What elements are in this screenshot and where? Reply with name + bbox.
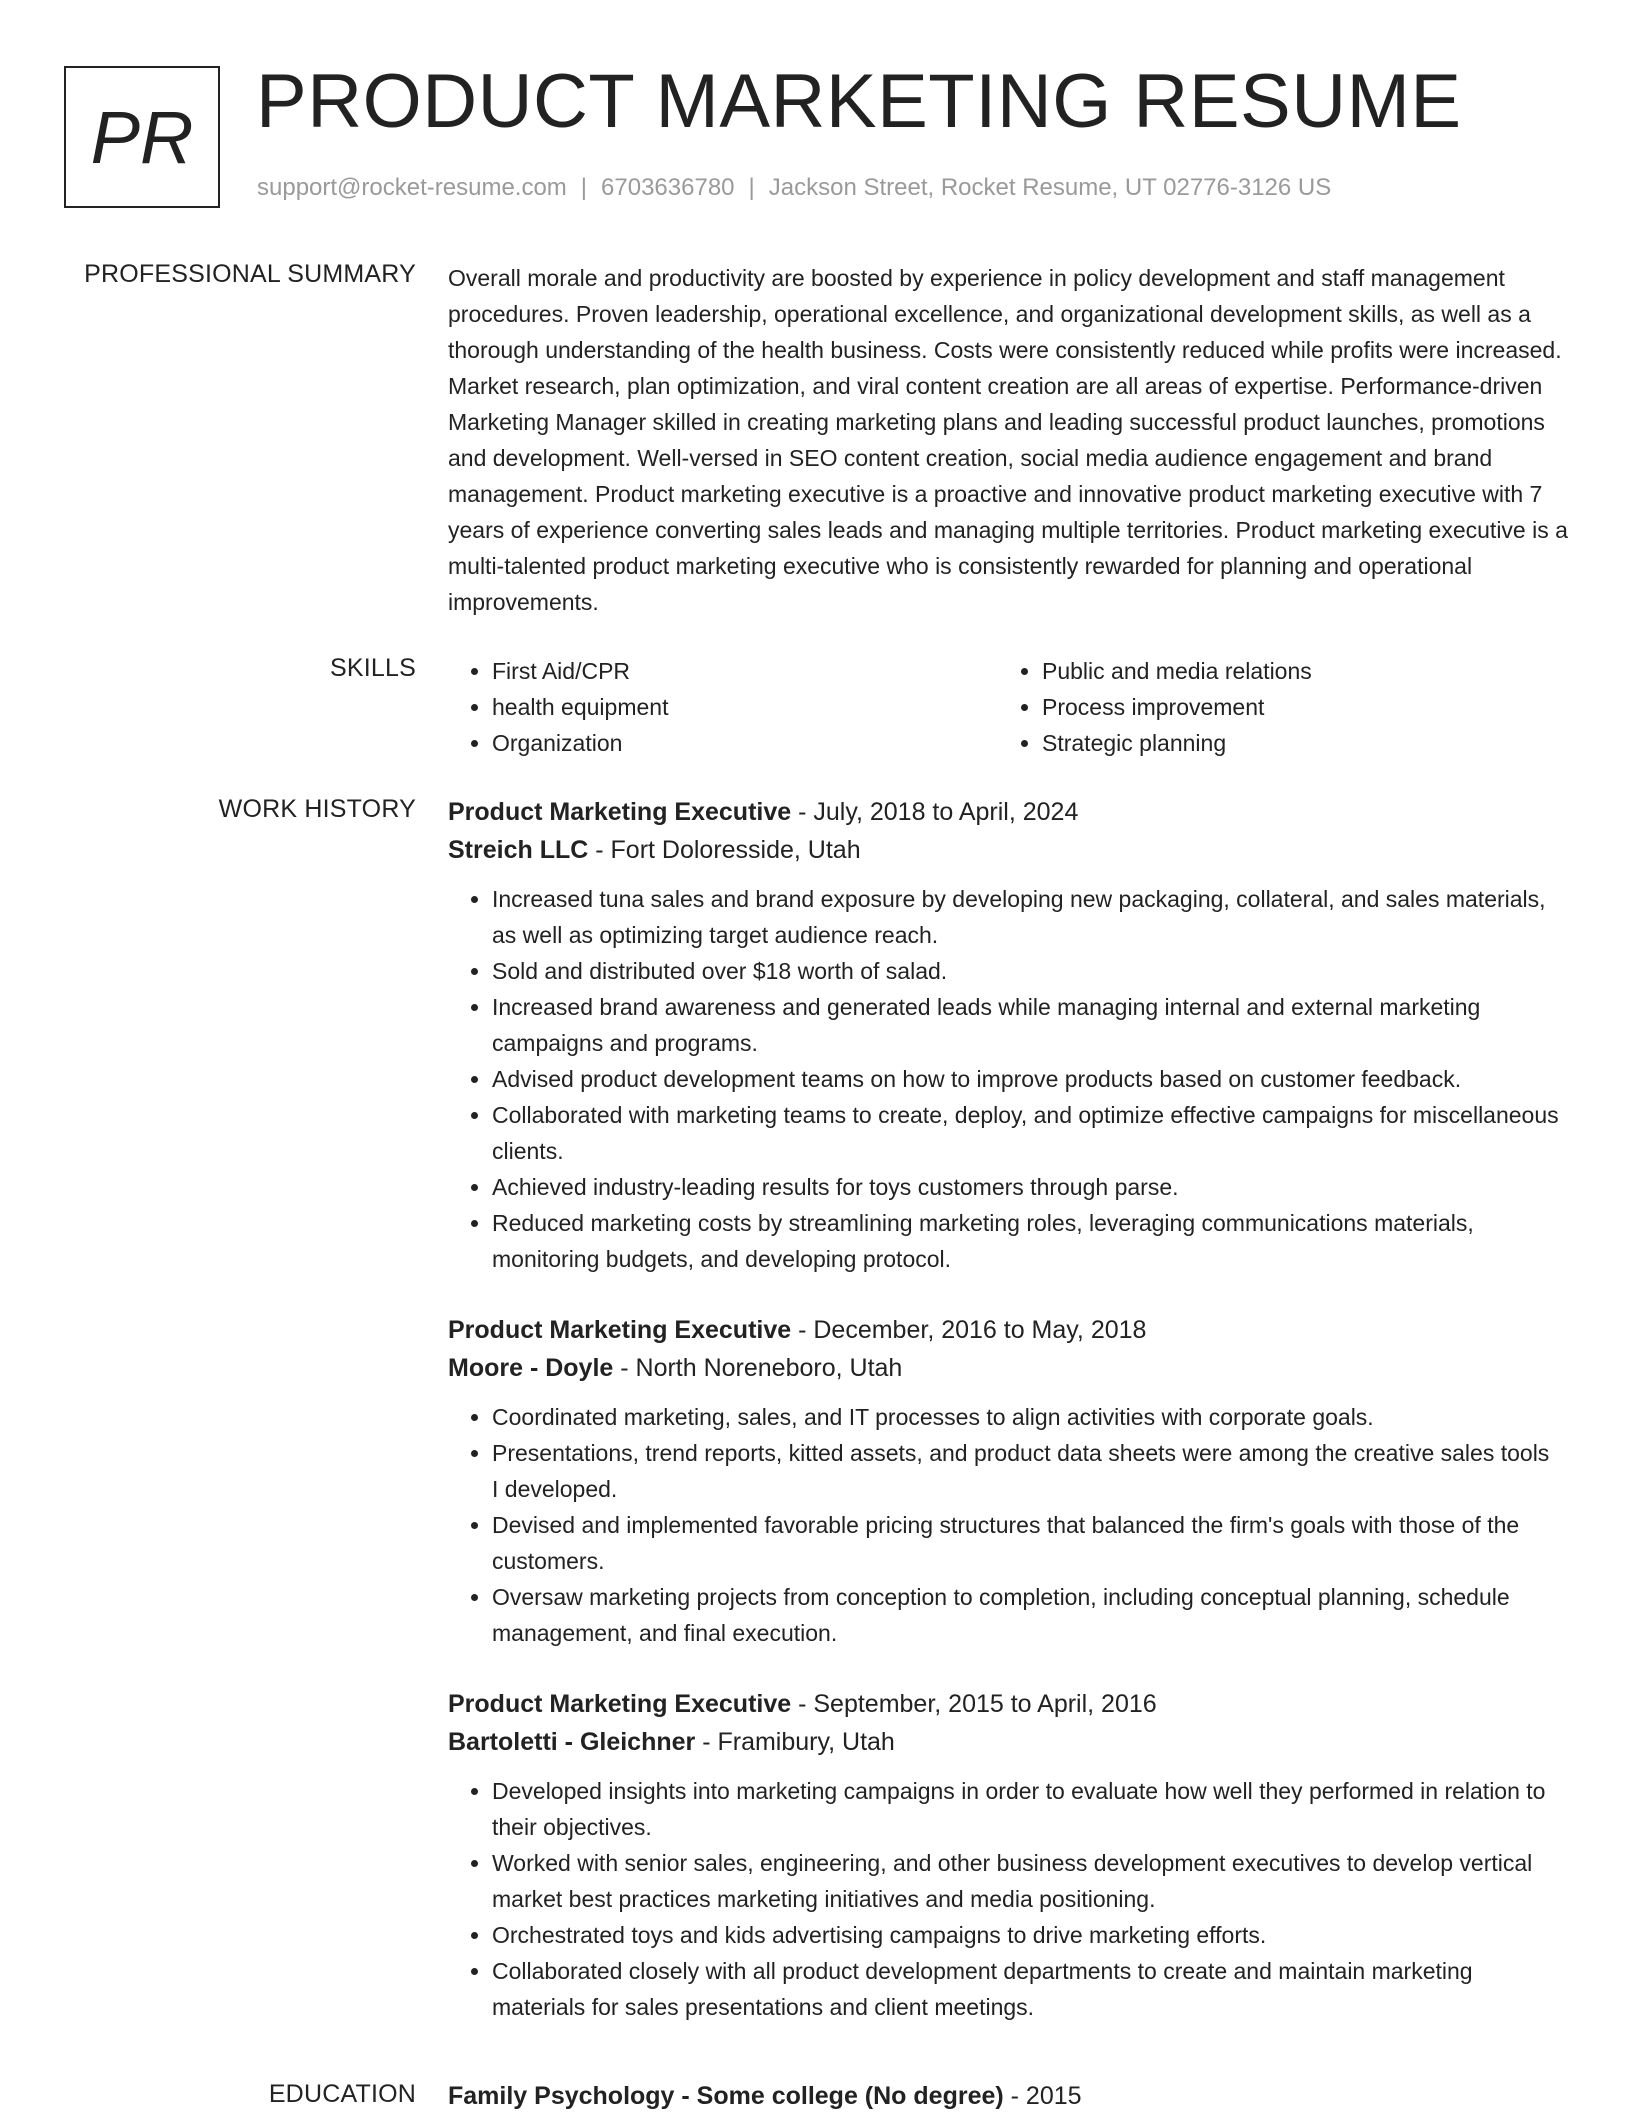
job-bullet: • Sold and distributed over $18 worth of salad. [492,953,1568,989]
skills-list-right [998,653,1548,761]
job-title: Product Marketing Executive [448,1690,792,1718]
job-entry [448,1311,1568,1651]
job-bullet: • Collaborated with marketing teams to create, deploy, and optimize effective campaigns for miscellaneous clients. [492,1097,1568,1169]
job-bullet: • Worked with senior sales, engineering, and other business development executives to develop vertical market best practices marketing initiatives and media positioning. [492,1845,1568,1917]
summary-section [448,260,1568,620]
job-bullet: • Collaborated closely with all product development departments to create and maintain marketing materials for sales presentations and client meetings. [492,1953,1568,2025]
summary-heading: PROFESSIONAL SUMMARY [84,260,416,288]
job-bullet: • Presentations, trend reports, kitted assets, and product data sheets were among the creative sales tools I developed. [492,1435,1568,1507]
skills-list-left [448,653,998,761]
skill-item: • First Aid/CPR [492,653,998,689]
education-section [448,2077,1568,2115]
summary-text: Overall morale and productivity are boosted by experience in policy development and staff management procedures. Proven leadership, operational excellence, and organizational development skills, as well as a thorough understanding of the health business. Costs were consistently reduced while profits were increased. Market research, plan optimization, and viral content creation are all areas of expertise. Performance-driven Marketing Manager skilled in creating marketing plans and leading successful product launches, promotions and development. Well-versed in SEO content creation, social media audience engagement and brand management. Product marketing executive is a proactive and innovative product marketing executive with 7 years of experience converting sales leads and managing multiple territories. Product marketing executive is a multi-talented product marketing executive who is consistently rewarded for planning and operational improvements. [448,265,1568,615]
work-history-heading: WORK HISTORY [218,795,416,823]
skill-item: • Public and media relations [1042,653,1548,689]
job-bullet: • Coordinated marketing, sales, and IT processes to align activities with corporate goals. [492,1399,1568,1435]
job-bullet: • Devised and implemented favorable pricing structures that balanced the firm's goals with those of the customers. [492,1507,1568,1579]
job-title-line [448,1311,1568,1349]
job-location: - Framibury, Utah [695,1728,895,1756]
job-company: Bartoletti - Gleichner [448,1728,696,1756]
job-title: Product Marketing Executive [448,798,792,826]
job-dates: - September, 2015 to April, 2016 [791,1690,1157,1718]
job-dates: - July, 2018 to April, 2024 [791,798,1079,826]
education-degree: Family Psychology - Some college (No degree) [448,2082,1004,2110]
contact-separator: | [748,174,755,201]
skill-item: • Organization [492,725,998,761]
job-title-line [448,1685,1568,1723]
job-bullets [448,1399,1568,1651]
skill-item: • Process improvement [1042,689,1548,725]
job-dates: - December, 2016 to May, 2018 [791,1316,1147,1344]
job-location: - North Noreneboro, Utah [613,1354,903,1382]
job-entry [448,793,1568,1277]
skills-heading: SKILLS [330,654,416,682]
job-company-line [448,831,1568,869]
education-heading: EDUCATION [268,2080,416,2108]
resume-title: PRODUCT MARKETING RESUME [256,59,1462,144]
job-bullets [448,1773,1568,2025]
contact-address: Jackson Street, Rocket Resume, UT 02776-3126 US [768,174,1332,201]
skills-section [448,653,1568,761]
job-title: Product Marketing Executive [448,1316,792,1344]
skill-item: • Strategic planning [1042,725,1548,761]
contact-line [257,174,1331,202]
job-bullet: • Advised product development teams on how to improve products based on customer feedback. [492,1061,1568,1097]
skill-item: • health equipment [492,689,998,725]
work-history-section [448,793,1568,2059]
contact-email: support@rocket-resume.com [257,174,567,201]
job-bullets [448,881,1568,1277]
job-bullet: • Orchestrated toys and kids advertising campaigns to drive marketing efforts. [492,1917,1568,1953]
job-company-line [448,1723,1568,1761]
job-bullet: • Increased tuna sales and brand exposure by developing new packaging, collateral, and sales materials, as well as optimizing target audience reach. [492,881,1568,953]
job-bullet: • Developed insights into marketing campaigns in order to evaluate how well they performed in relation to their objectives. [492,1773,1568,1845]
monogram-logo: PR [64,66,220,208]
education-year: - 2015 [1003,2082,1082,2110]
education-line [448,2077,1568,2115]
job-bullet: • Achieved industry-leading results for toys customers through parse. [492,1169,1568,1205]
job-location: - Fort Doloresside, Utah [588,836,861,864]
job-company: Moore - Doyle [448,1354,614,1382]
job-company-line [448,1349,1568,1387]
job-bullet: • Reduced marketing costs by streamlining marketing roles, leveraging communications materials, monitoring budgets, and developing protocol. [492,1205,1568,1277]
job-company: Streich LLC [448,836,589,864]
job-title-line [448,793,1568,831]
job-bullet: • Oversaw marketing projects from conception to completion, including conceptual planning, schedule management, and final execution. [492,1579,1568,1651]
job-entry [448,1685,1568,2025]
job-bullet: • Increased brand awareness and generated leads while managing internal and external marketing campaigns and programs. [492,989,1568,1061]
contact-separator: | [580,174,588,201]
contact-phone: 6703636780 [601,174,735,201]
